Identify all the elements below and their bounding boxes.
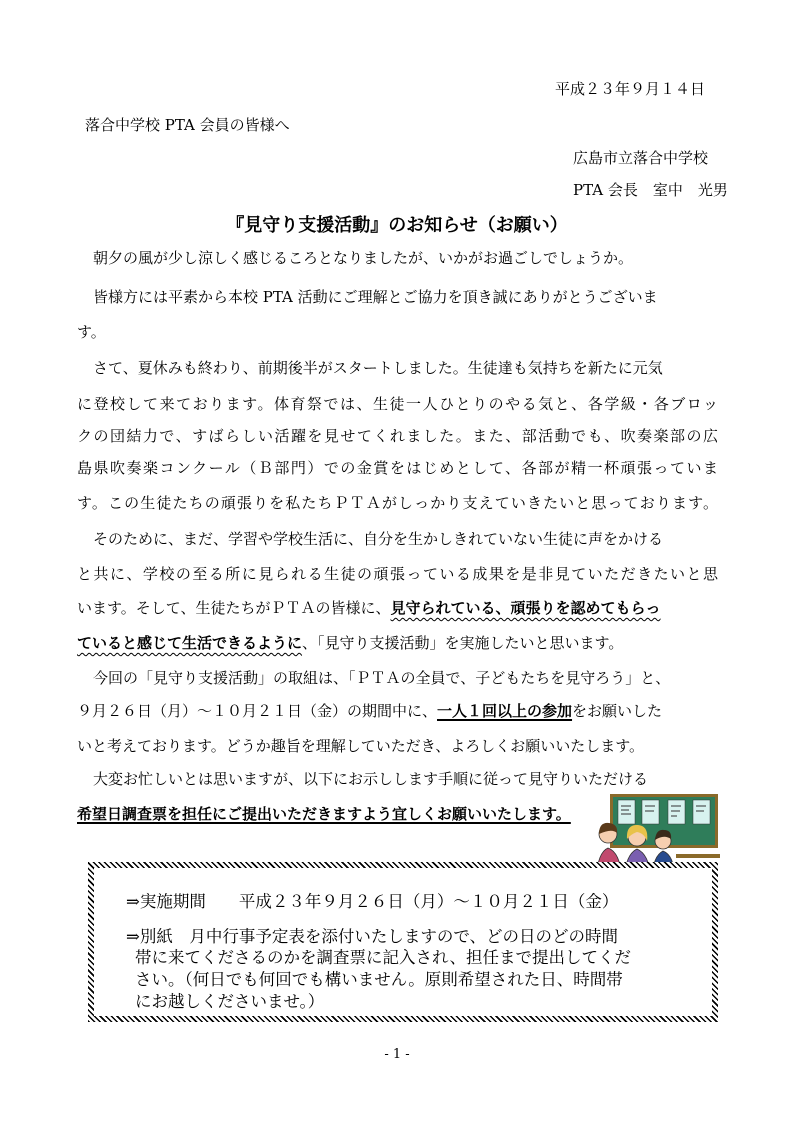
body-line: 島県吹奏楽コンクール（Ｂ部門）での金賞をはじめとして、各部が精一杯頑張っていま	[77, 459, 718, 477]
body-line	[77, 803, 571, 824]
sender-chair: PTA 会長 室中 光男	[573, 181, 728, 199]
body-text: 、「見守り支援活動」を実施したいと思います。	[302, 634, 624, 652]
board-card	[642, 800, 659, 824]
emphasis-text: 一人１回以上の参加	[437, 702, 573, 720]
body-line: クの団結力で、すばらしい活躍を見せてくれました。また、部活動でも、吹奏楽部の広	[77, 427, 718, 445]
body-line	[77, 700, 662, 721]
body-line: す。	[77, 323, 106, 341]
body-line: 皆様方には平素から本校 PTA 活動にご理解とご協力を頂き誠にありがとうございま	[93, 288, 658, 306]
document-date: 平成２３年９月１４日	[555, 80, 706, 98]
body-line: 大変お忙しいとは思いますが、以下にお示しします手順に従って見守りいただける	[93, 770, 649, 788]
body-line: に登校して来ております。体育祭では、生徒一人ひとりのやる気と、各学級・各ブロッ	[77, 395, 718, 413]
notice-line: さい。（何日でも何回でも構いません。原則希望された日、時間帯	[135, 970, 623, 989]
body-text: をお願いした	[572, 702, 663, 720]
emphasis-text: 見守られている、頑張りを認めてもらっ	[390, 599, 661, 617]
body-line	[77, 632, 623, 653]
notice-line: ⇒別紙 月中行事予定表を添付いたしますので、どの日のどの時間	[126, 927, 618, 946]
board-card	[618, 800, 635, 824]
notice-period: ⇒実施期間 平成２３年９月２６日（月）～１０月２１日（金）	[126, 892, 619, 911]
body-text: います。そして、生徒たちがＰＴＡの皆様に、	[77, 599, 391, 617]
body-line	[77, 597, 661, 618]
body-text: ９月２６日（月）～１０月２１日（金）の期間中に、	[77, 702, 438, 720]
body-line: さて、夏休みも終わり、前期後半がスタートしました。生徒達も気持ちを新たに元気	[93, 359, 663, 377]
desk	[676, 854, 720, 858]
board-card	[693, 800, 710, 824]
notice-line: 帯に来てくださるのかを調査票に記入され、担任まで提出してくだ	[135, 948, 631, 967]
body-line: 朝夕の風が少し涼しく感じるころとなりましたが、いかがお過ごしでしょうか。	[93, 249, 634, 267]
emphasis-text: ていると感じて生活できるように	[77, 634, 303, 652]
emphasis-text: 希望日調査票を担任にご提出いただきますよう宜しくお願いいたします。	[77, 805, 571, 823]
board-card	[668, 800, 685, 824]
body-line: 今回の「見守り支援活動」の取組は、「ＰＴＡの全員で、子どもたちを見守ろう」と、	[93, 669, 671, 687]
addressee: 落合中学校 PTA 会員の皆様へ	[85, 116, 290, 134]
body-line: と共に、学校の至る所に見られる生徒の頑張っている成果を是非見ていただきたいと思	[77, 565, 718, 583]
notice-box	[88, 862, 718, 1022]
body-line: す。この生徒たちの頑張りを私たちＰＴＡがしっかり支えていきたいと思っております。	[77, 494, 718, 512]
document-title: 『見守り支援活動』のお知らせ（お願い）	[226, 215, 568, 236]
page-number: - 1 -	[384, 1047, 410, 1062]
body-line: いと考えております。どうか趣旨を理解していただき、よろしくお願いいたします。	[77, 737, 645, 755]
body-line: そのために、まだ、学習や学校生活に、自分を生かしきれていない生徒に声をかける	[93, 530, 664, 548]
sender-school: 広島市立落合中学校	[573, 149, 709, 167]
notice-line: にお越しくださいませ。）	[135, 992, 325, 1011]
